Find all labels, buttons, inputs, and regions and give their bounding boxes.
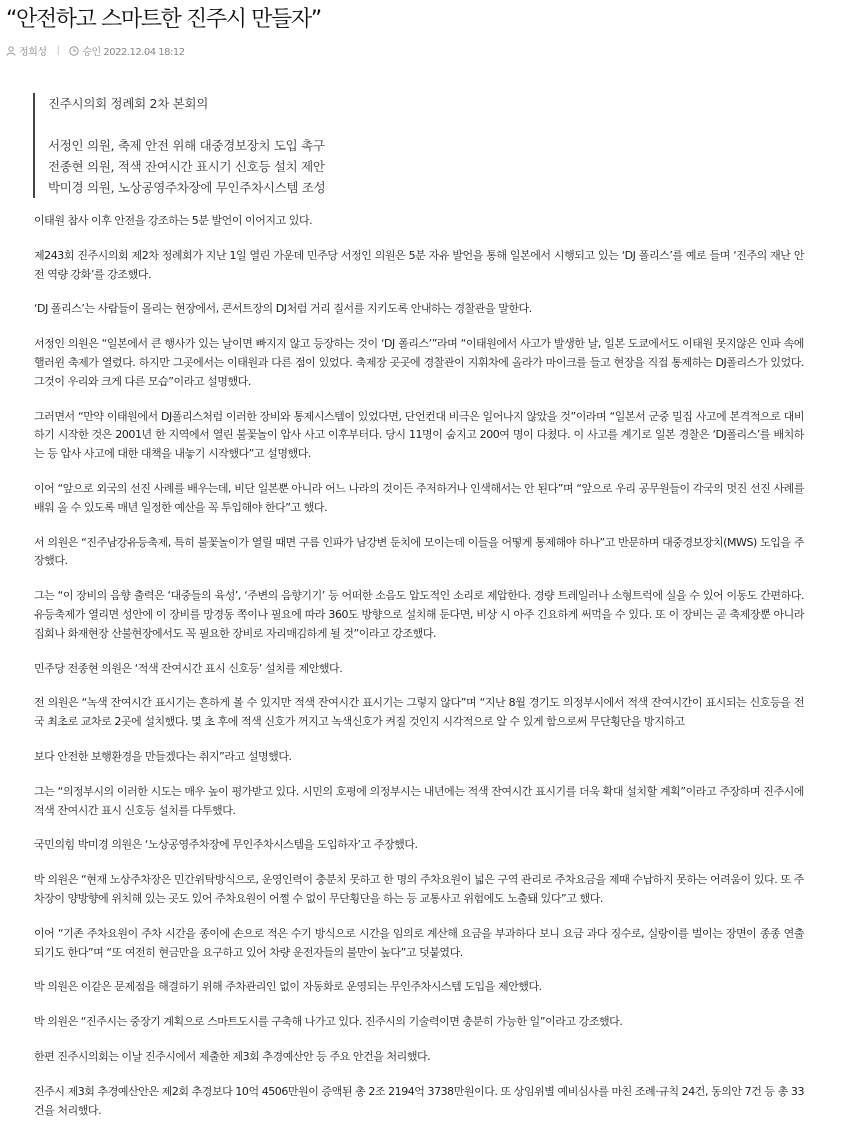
article-paragraph: 한편 진주시의회는 이날 진주시에서 제출한 제3회 추경예산안 등 주요 안건을 처리했다. xyxy=(34,1049,431,1063)
article-paragraph: 박 의원은 “현재 노상주차장은 민간위탁방식으로, 운영인력이 충분치 못하고 한 명의 주차요원이 넓은 구역 관리로 주차요금을 제때 수납하지 못하는 어려움이 있다. 또 주차장이 양방향에 위치해 있는 곳도 있어 주차요원이 어쩔 수 없이 무단횡단을 하는 등 교통사고 위험에도 노출돼 있다”고 했다. xyxy=(34,873,804,905)
article-paragraph: 서 의원은 “진주남강유등축제, 특히 불꽃놀이가 열릴 때면 구름 인파가 남강변 둔치에 모이는데 이들을 어떻게 통제해야 하나”고 반문하며 대중경보장치(MWS) 도입을 주장했다. xyxy=(34,535,804,568)
summary-spacer xyxy=(48,114,428,135)
article-paragraph: 민주당 전종현 의원은 ‘적색 잔여시간 표시 신호등’ 설치를 제안했다. xyxy=(34,661,343,675)
article-paragraph: 이태원 참사 이후 안전을 강조하는 5분 발언이 이어지고 있다. xyxy=(34,214,313,227)
article-summary xyxy=(33,93,428,198)
summary-line: 서정인 의원, 축제 안전 위해 대중경보장치 도입 촉구 xyxy=(48,138,325,153)
article-paragraph: 진주시 제3회 추경예산안은 제2회 추경보다 10억 4506만원이 증액된 총 2조 2194억 3738만원이다. 또 상임위별 예비심사를 마친 조례·규칙 24건, 동의안 7건 등 총 33건을 처리했다. xyxy=(34,1084,804,1117)
article-paragraph: 박 의원은 이같은 문제점을 해결하기 위해 주차관리인 없이 자동화로 운영되는 무인주차시스템 도입을 제안했다. xyxy=(34,980,542,994)
author-name[interactable]: 정희성 xyxy=(19,47,47,58)
summary-line: 진주시의회 정례회 2차 본회의 xyxy=(48,96,208,111)
article-title: “안전하고 스마트한 진주시 만들자” xyxy=(6,7,321,32)
article-paragraph: 그는 “이 장비의 음향 출력은 ‘대중들의 육성’, ‘주변의 음향기기’ 등 어떠한 소음도 압도적인 소리로 제압한다. 경량 트레일러나 소형트럭에 실을 수 있어 이동도 간편하다. 유등축제가 열리면 성안에 이 장비를 망경동 쪽이나 필요에 따라 360도 방향으로 설치해 둔다면, 비상 시 아주 긴요하게 써먹을 수 있다. 또 이 장비는 곧 축제장뿐 아니라 집회나 화재현장 산불현장에서도 꼭 필요한 장비로 자리매김하게 될 것”이라고 강조했다. xyxy=(34,589,804,640)
article-paragraph: ‘DJ 폴리스’는 사람들이 몰리는 현장에서, 콘서트장의 DJ처럼 거리 질서를 지키도록 안내하는 경찰관을 말한다. xyxy=(34,302,532,316)
article-meta xyxy=(6,43,185,58)
article-paragraph: 이어 “기존 주차요원이 주차 시간을 종이에 손으로 적은 수기 방식으로 시간을 임의로 계산해 요금을 부과하다 보니 요금 과다 징수로, 실랑이를 벌이는 장면이 종종 연출되기도 한다”며 “또 여전히 현금만을 요구하고 있어 차량 운전자들의 불만이 높다”고 덧붙였다. xyxy=(34,926,804,959)
clock-icon xyxy=(69,46,79,56)
article-paragraph: 보다 안전한 보행환경을 만들겠다는 취지”라고 설명했다. xyxy=(34,749,292,763)
user-icon xyxy=(6,46,16,56)
article-paragraph: 그러면서 “만약 이태원에서 DJ폴리스처럼 이러한 장비와 통제시스템이 있었다면, 단언컨대 비극은 일어나지 않았을 것”이라며 “일본서 군중 밀집 사고에 본격적으로 대비하기 시작한 것은 2001년 한 지역에서 열린 불꽃놀이 압사 사고 이후부터다. 당시 11명이 숨지고 200여 명이 다쳤다. 이 사고를 계기로 일본 경찰은 ‘DJ폴리스’를 배치하는 등 압사 사고에 대한 대책을 내놓기 시작했다”고 설명했다. xyxy=(34,409,804,461)
article-paragraph: 이어 “앞으로 외국의 선진 사례를 배우는데, 비단 일본뿐 아니라 어느 나라의 것이든 주저하거나 인색해서는 안 된다”며 “앞으로 우리 공무원들이 각국의 멋진 선진 사례를 배워 올 수 있도록 매년 일정한 예산을 꼭 투입해야 한다”고 했다. xyxy=(34,481,804,514)
meta-divider: | xyxy=(56,45,60,56)
article-paragraph: 박 의원은 “진주시는 중장기 계획으로 스마트도시를 구축해 나가고 있다. 진주시의 기술력이면 충분히 가능한 일”이라고 강조했다. xyxy=(34,1015,623,1029)
article-paragraph: 그는 “의정부시의 이러한 시도는 매우 높이 평가받고 있다. 시민의 호평에 의정부시는 내년에는 적색 잔여시간 표시기를 더욱 확대 설치할 계획”이라고 주장하며 진주시에 적색 잔여시간 표시 신호등 설치를 다투했다. xyxy=(34,784,804,817)
article-paragraph: 서정인 의원은 “일본에서 큰 행사가 있는 날이면 빠지지 않고 등장하는 것이 ‘DJ 폴리스’”라며 “이태원에서 사고가 발생한 날, 일본 도쿄에서도 이태원 못지않은 인파 속에 핼러윈 축제가 열렸다. 하지만 그곳에서는 이태원과 다른 점이 있었다. 축제장 곳곳에 경찰관이 지휘차에 올라가 마이크를 들고 현장을 직접 통제하는 DJ폴리스가 있었다. 그것이 우리와 크게 다른 모습”이라고 설명했다. xyxy=(34,337,804,388)
summary-line: 전종현 의원, 적색 잔여시간 표시기 신호등 설치 제안 xyxy=(48,159,325,174)
article-paragraph: 전 의원은 “녹색 잔여시간 표시기는 흔하게 볼 수 있지만 적색 잔여시간 표시기는 그렇지 않다”며 “지난 8월 경기도 의정부시에서 적색 잔여시간이 표시되는 신호등을 전국 최초로 교차로 2곳에 설치했다. 몇 초 후에 적색 신호가 꺼지고 녹색신호가 켜질 것인지 시각적으로 알 수 있게 함으로써 무단횡단을 방지하고 xyxy=(34,696,804,729)
summary-line: 박미경 의원, 노상공영주차장에 무인주차시스템 조성 xyxy=(48,180,326,195)
article-body xyxy=(34,212,804,1136)
article-paragraph: 제243회 진주시의회 제2차 정례회가 지난 1일 열린 가운데 민주당 서정인 의원은 5분 자유 발언을 통해 일본에서 시행되고 있는 ‘DJ 폴리스’를 예로 들며 ‘진주의 재난 안전 역량 강화’를 강조했다. xyxy=(34,248,804,281)
publish-status-date: 승인 2022.12.04 18:12 xyxy=(82,47,185,58)
article-paragraph: 국민의힘 박미경 의원은 ‘노상공영주차장에 무인주차시스템을 도입하자’고 주장했다. xyxy=(34,838,418,852)
